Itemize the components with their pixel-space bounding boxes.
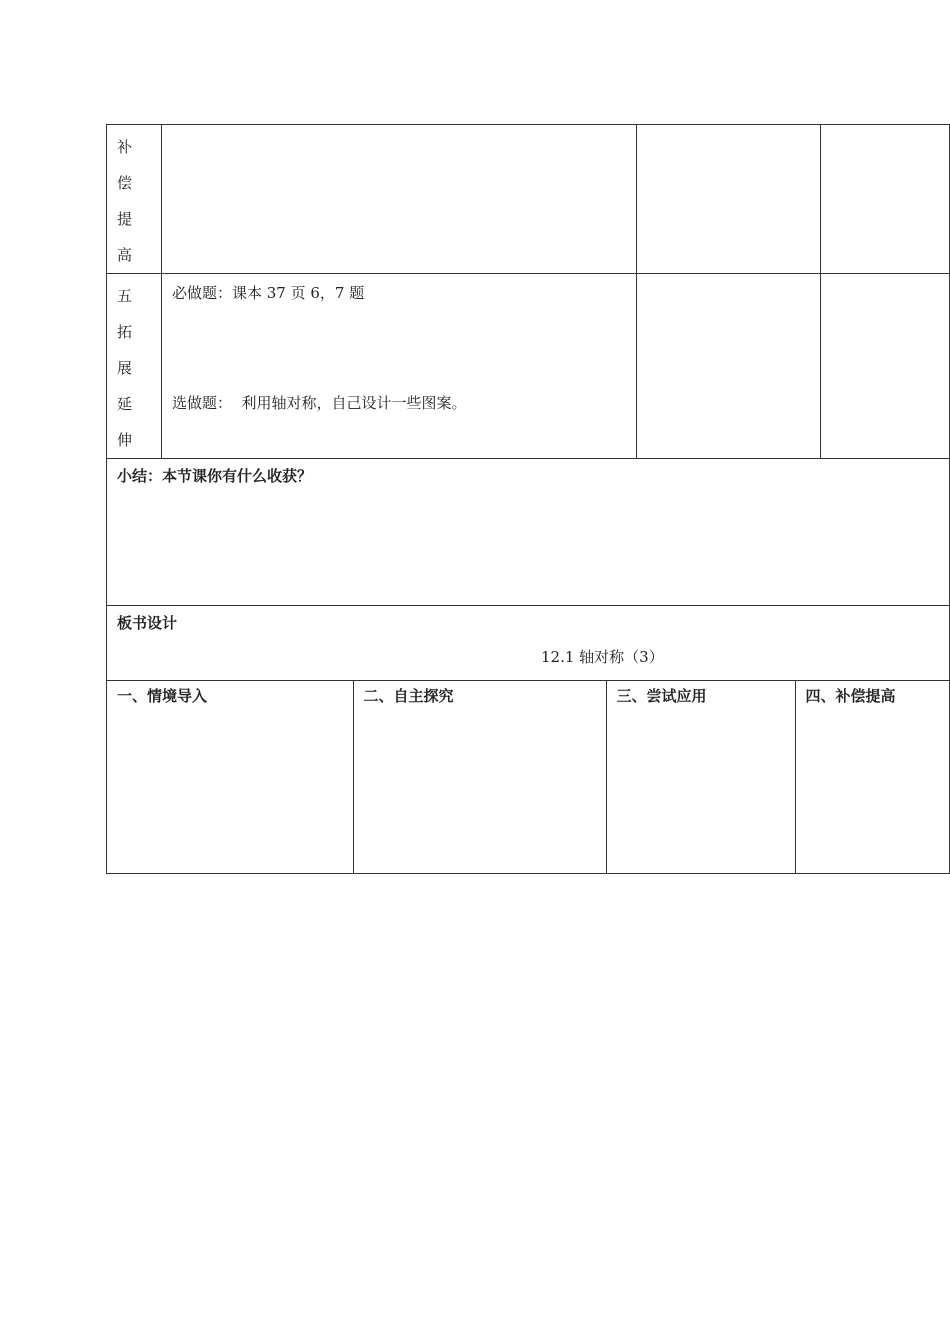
board-column-heading: 四、补偿提高 — [805, 687, 896, 705]
row-compensate-col4 — [821, 125, 950, 274]
lesson-plan-table — [106, 124, 950, 874]
board-column-heading: 二、自主探究 — [363, 687, 454, 705]
row-board — [107, 606, 950, 681]
label-char: 五 — [117, 287, 133, 305]
label-char: 提 — [117, 210, 133, 228]
row-extend-label — [107, 274, 162, 459]
row-extend-col4 — [821, 274, 950, 459]
label-char: 高 — [117, 246, 133, 264]
label-char: 伸 — [117, 431, 133, 449]
row-extend-content — [162, 274, 637, 459]
board-label: 板书设计 — [117, 614, 178, 632]
row-compensate-content — [162, 125, 637, 274]
summary-label: 小结：本节课你有什么收获？ — [117, 467, 313, 485]
board-title: 12.1 轴对称（3） — [541, 648, 664, 666]
board-columns-cell — [107, 681, 950, 874]
label-char: 展 — [117, 359, 133, 377]
row-board-columns — [107, 681, 950, 874]
board-column-heading: 三、尝试应用 — [616, 687, 707, 705]
label-char: 拓 — [117, 323, 133, 341]
board-column — [606, 681, 795, 873]
row-extend — [107, 274, 950, 459]
label-char: 延 — [117, 395, 133, 413]
required-homework: 必做题：课本 37 页 6，7 题 — [172, 284, 365, 302]
row-compensate-col3 — [637, 125, 821, 274]
board-cell — [107, 606, 950, 681]
board-column — [353, 681, 606, 873]
row-summary — [107, 459, 950, 606]
row-compensate-label — [107, 125, 162, 274]
board-columns-table — [107, 681, 950, 873]
row-extend-col3 — [637, 274, 821, 459]
label-char: 偿 — [117, 174, 133, 192]
board-column — [795, 681, 950, 873]
optional-homework: 选做题： 利用轴对称，自己设计一些图案。 — [172, 394, 467, 412]
board-column — [107, 681, 353, 873]
row-compensate — [107, 125, 950, 274]
board-column-heading: 一、情境导入 — [117, 687, 208, 705]
label-char: 补 — [117, 138, 133, 156]
summary-cell — [107, 459, 950, 606]
